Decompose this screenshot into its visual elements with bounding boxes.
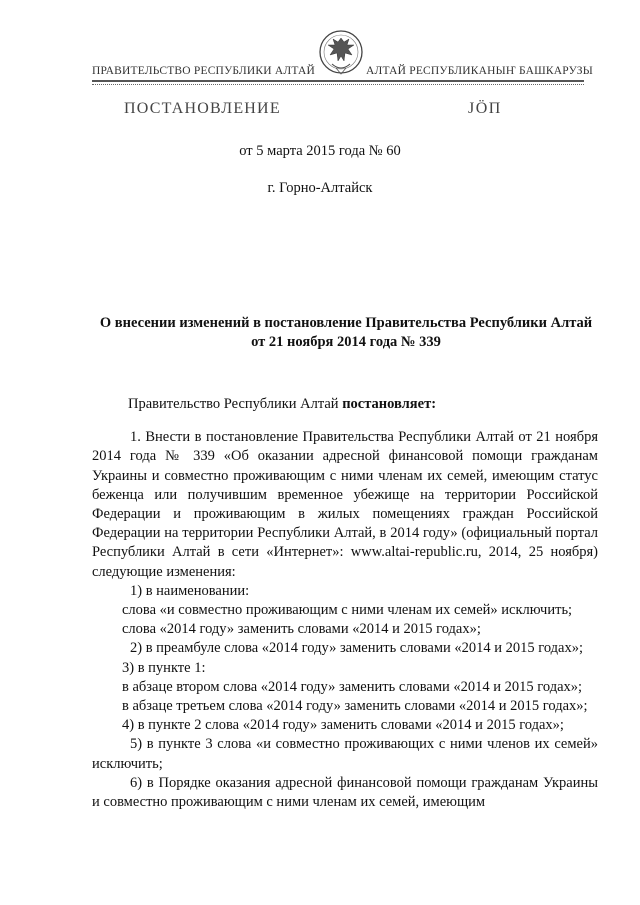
paragraph-2: 1) в наименовании: xyxy=(130,582,250,599)
header-rule xyxy=(92,80,584,82)
paragraph-10: 5) в пункте 3 слова «и совместно проживающих с ними членов их семей» исключить; xyxy=(92,736,598,772)
document-body xyxy=(92,395,598,812)
paragraph-8: в абзаце третьем слова «2014 году» заменить словами «2014 и 2015 годах»; xyxy=(122,698,588,715)
coat-of-arms-icon xyxy=(318,28,364,80)
document-title: О внесении изменений в постановление Правительства Республики Алтай от 21 ноября 2014 года № 339 xyxy=(99,315,593,350)
paragraph-11: 6) в Порядке оказания адресной финансовой помощи гражданам Украины и совместно проживающим с ними членам их семей, имеющим xyxy=(92,774,598,811)
paragraph-7: в абзаце втором слова «2014 году» заменить словами «2014 и 2015 годах»; xyxy=(122,678,583,695)
paragraph-3: слова «и совместно проживающим с ними членам их семей» исключить; xyxy=(122,602,573,619)
paragraph-6: 3) в пункте 1: xyxy=(122,659,206,676)
doc-type-alt: JÖП xyxy=(468,100,502,117)
intro-paragraph xyxy=(92,395,598,414)
paragraph-5: 2) в преамбуле слова «2014 году» заменить словами «2014 и 2015 годах»; xyxy=(130,640,584,657)
doc-type-ru: ПОСТАНОВЛЕНИЕ xyxy=(124,100,281,117)
paragraph-1: 1. Внести в постановление Правительства Республики Алтай от 21 ноября 2014 года № 339 «Об оказании адресной финансовой помощи гражданам Украины и совместно проживающим с ними членам их семей, имеющим статус беженца или получившим временное убежище на территории Российской Федерации и проживающим в жилых помещениях граждан Российской Федерации на территории Республики Алтай, в 2014 году» (официальный портал Республики Алтай в сети «Интернет»: www.altai-republic.ru, 2014, 25 ноября) следующие изменения: xyxy=(92,429,598,580)
header-right-text: АЛТАЙ РЕСПУБЛИКАНЫҤ БАШКАРУЗЫ xyxy=(366,65,593,77)
paragraph-9: 4) в пункте 2 слова «2014 году» заменить словами «2014 и 2015 годах»; xyxy=(122,717,564,734)
header-rule-dotted xyxy=(92,84,584,85)
document-city: г. Горно-Алтайск xyxy=(267,180,373,196)
header-left-text: ПРАВИТЕЛЬСТВО РЕСПУБЛИКИ АЛТАЙ xyxy=(92,65,316,77)
paragraph-4: слова «2014 году» заменить словами «2014 и 2015 годах»; xyxy=(122,621,481,638)
document-date-number: от 5 марта 2015 года № 60 xyxy=(239,143,401,159)
intro-bold: постановляет: xyxy=(342,396,437,412)
intro-text: Правительство Республики Алтай xyxy=(128,396,343,412)
